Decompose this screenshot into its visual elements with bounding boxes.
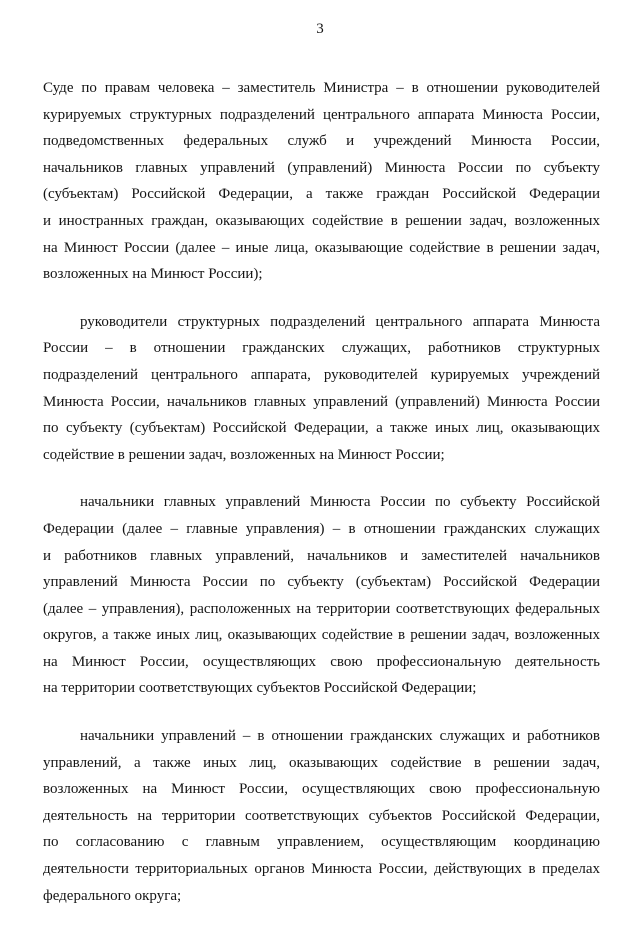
text-line: возложенных на Минюст России, осуществляющих свою профессиональную bbox=[43, 781, 600, 798]
text-line: на Минюст России, осуществляющих свою профессиональную деятельность bbox=[43, 653, 600, 670]
text-line: подразделений центрального аппарата, руководителей курируемых учреждений bbox=[43, 366, 600, 383]
paragraph bbox=[43, 492, 600, 705]
text-line: возложенных на Минюст России); bbox=[43, 266, 263, 283]
text-line: курируемых структурных подразделений центрального аппарата Минюста России, bbox=[43, 106, 600, 123]
text-line: по согласованию с главным управлением, осуществляющим координацию bbox=[43, 834, 600, 851]
text-line: Федерации (далее – главные управления) – в отношении гражданских служащих bbox=[43, 520, 600, 537]
text-line: деятельность на территории соответствующих субъектов Российской Федерации, bbox=[43, 807, 600, 824]
document-body bbox=[43, 78, 600, 933]
text-line: управлений Минюста России по субъекту (субъектам) Российской Федерации bbox=[43, 574, 600, 591]
text-line: федерального округа; bbox=[43, 887, 182, 904]
text-line: и работников главных управлений, начальников и заместителей начальников bbox=[43, 547, 600, 564]
text-line: начальники главных управлений Минюста России по субъекту Российской bbox=[80, 494, 600, 511]
paragraph bbox=[43, 78, 600, 291]
text-line: управлений, а также иных лиц, оказывающих содействие в решении задач, bbox=[43, 754, 600, 771]
text-line: содействие в решении задач, возложенных на Минюст России; bbox=[43, 446, 445, 463]
paragraph bbox=[43, 726, 600, 912]
text-line: деятельности территориальных органов Минюста России, действующих в пределах bbox=[43, 861, 600, 878]
text-line: России – в отношении гражданских служащих, работников структурных bbox=[43, 340, 600, 357]
text-line: (субъектам) Российской Федерации, а также граждан Российской Федерации bbox=[43, 186, 600, 203]
text-line: руководители структурных подразделений центрального аппарата Минюста bbox=[80, 313, 600, 330]
text-line: (далее – управления), расположенных на территории соответствующих федеральных bbox=[43, 600, 600, 617]
text-line: на территории соответствующих субъектов Российской Федерации; bbox=[43, 680, 477, 697]
text-line: начальников главных управлений (управлений) Минюста России по субъекту bbox=[43, 159, 600, 176]
text-line: Суде по правам человека – заместитель Министра – в отношении руководителей bbox=[43, 80, 600, 96]
text-line: по субъекту (субъектам) Российской Федерации, а также иных лиц, оказывающих bbox=[43, 420, 600, 437]
text-line: на Минюст России (далее – иные лица, оказывающие содействие в решении задач, bbox=[43, 239, 600, 256]
text-line: и иностранных граждан, оказывающих содействие в решении задач, возложенных bbox=[43, 212, 600, 229]
text-line: подведомственных федеральных служб и учреждений Минюста России, bbox=[43, 133, 600, 150]
text-line: округов, а также иных лиц, оказывающих содействие в решении задач, возложенных bbox=[43, 627, 600, 644]
page-number: 3 bbox=[316, 21, 324, 37]
text-line: начальники управлений – в отношении гражданских служащих и работников bbox=[80, 728, 600, 745]
paragraph bbox=[43, 312, 600, 472]
text-line: Минюста России, начальников главных управлений (управлений) Минюста России bbox=[43, 393, 600, 410]
